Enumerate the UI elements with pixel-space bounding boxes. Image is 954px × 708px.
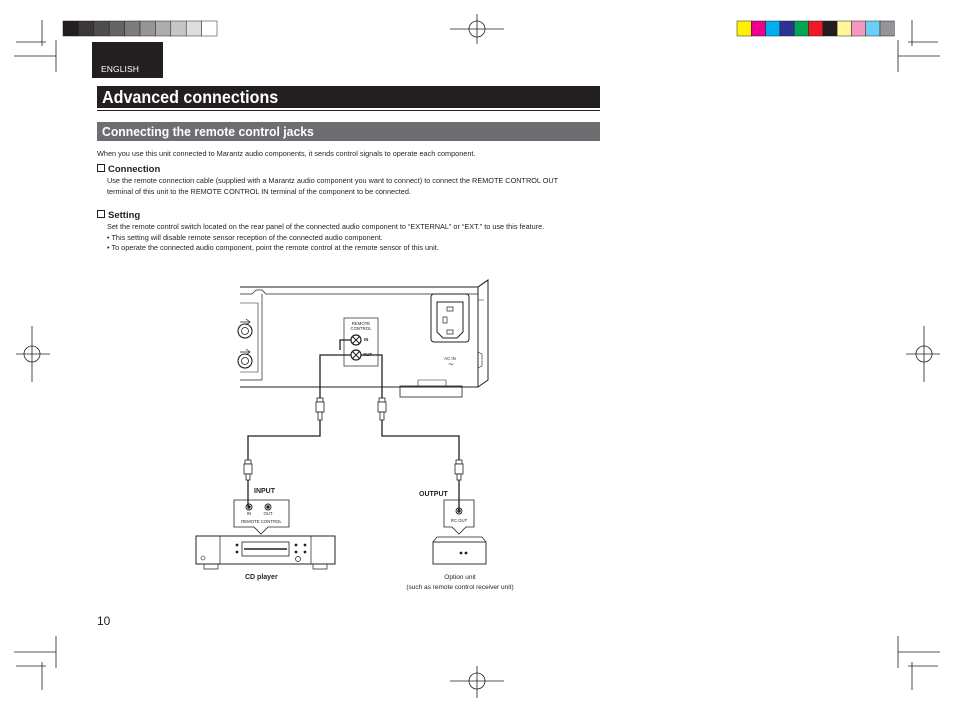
section-title: Connecting the remote control jacks: [102, 124, 314, 139]
cd-jack-callout: [234, 500, 289, 534]
remote-label: REMOTE: [351, 321, 371, 326]
cd-in-label: IN: [246, 511, 252, 516]
page-number: 10: [97, 614, 111, 628]
option-unit-sublabel: (such as remote control receiver unit): [406, 584, 514, 591]
cd-remote-control-label: REMOTE CONTROL: [241, 519, 282, 524]
rca-jacks-left: [238, 319, 252, 368]
setting-line-2: • This setting will disable remote sensor reception of the connected audio component.: [107, 232, 383, 242]
output-label: OUTPUT: [419, 491, 448, 498]
input-label: INPUT: [254, 488, 275, 495]
ac-inlet: [431, 294, 469, 342]
connection-line-1: Use the remote connection cable (supplied with a Marantz audio component you want to connect) to connect the REMOTE CONTROL OUT: [107, 176, 559, 185]
cd-player-drawing: [196, 536, 335, 569]
setting-line-1: Set the remote control switch located on the rear panel of the connected audio component to “EXTERNAL” or “EXT.” to use this feature.: [107, 222, 545, 231]
control-label: CONTROL: [350, 326, 372, 331]
page-title: Advanced connections: [102, 87, 279, 107]
ac-symbol: ~: [448, 359, 454, 369]
option-unit-drawing: [433, 537, 486, 564]
connection-line-2: terminal of this unit to the REMOTE CONTROL IN terminal of the component to be connected.: [107, 186, 411, 196]
rc-out-label: RC OUT: [450, 518, 468, 523]
intro-text: When you use this unit connected to Marantz audio components, it sends control signals to operate each component.: [97, 149, 476, 158]
option-unit-label: Option unit: [444, 574, 476, 581]
cd-out-label: OUT: [263, 511, 273, 516]
cd-player-label: CD player: [245, 574, 278, 581]
ac-in-label: AC IN: [444, 356, 456, 361]
language-tab: ENGLISH: [92, 42, 163, 78]
unit-out-label: OUT: [363, 352, 373, 357]
cable-plugs: [244, 398, 463, 480]
unit-in-label: IN: [364, 337, 369, 342]
connection-heading-label: Connection: [108, 164, 161, 175]
setting-line-3: • To operate the connected audio component, point the remote control at the remote sensor of this unit.: [107, 243, 439, 252]
setting-heading-label: Setting: [108, 210, 141, 221]
